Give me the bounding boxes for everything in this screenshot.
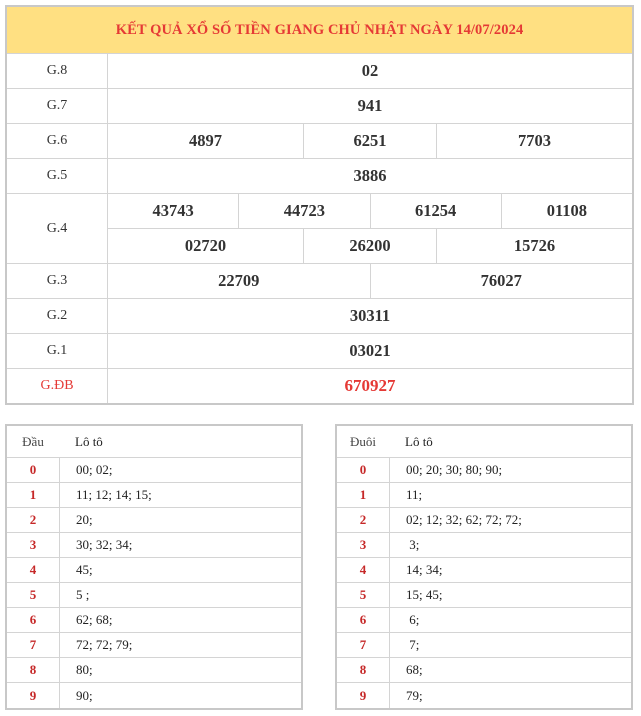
loto-key: 0: [359, 462, 367, 477]
loto-row: [7, 583, 301, 608]
loto-tail-header: [337, 426, 631, 458]
loto-key: 6: [29, 612, 37, 627]
col-loto-label: Lô tô: [75, 433, 103, 449]
loto-row: [337, 633, 631, 658]
loto-key: 4: [359, 562, 367, 577]
loto-row: [7, 608, 301, 633]
loto-key: 9: [29, 687, 37, 703]
loto-row: [7, 658, 301, 683]
loto-key: 7: [359, 637, 367, 652]
loto-row: [337, 608, 631, 633]
prize-row-g8: [7, 53, 632, 88]
loto-values: 72; 72; 79;: [59, 633, 301, 657]
loto-key: 2: [29, 512, 37, 527]
loto-row: [337, 583, 631, 608]
prize-label: G.4: [7, 194, 108, 263]
prize-number: 3886: [353, 166, 387, 185]
loto-key: 0: [29, 462, 37, 477]
loto-key: 8: [359, 662, 367, 677]
prize-row-g3: [7, 263, 632, 298]
loto-key: 1: [359, 487, 367, 502]
loto-key: 6: [359, 612, 367, 627]
prize-row-g6: [7, 123, 632, 158]
loto-values: 79;: [389, 683, 631, 708]
special-prize-number: 670927: [344, 376, 396, 395]
prize-row-g4: [7, 193, 632, 263]
prize-label: G.8: [7, 54, 108, 88]
results-table: [5, 5, 634, 405]
loto-key: 5: [359, 587, 367, 602]
loto-row: [337, 558, 631, 583]
prize-number: 43743: [152, 201, 194, 220]
prize-number: 01108: [501, 194, 632, 228]
loto-values: 02; 12; 32; 62; 72; 72;: [389, 508, 631, 532]
loto-values: 62; 68;: [59, 608, 301, 632]
loto-row: [337, 658, 631, 683]
prize-row-g1: [7, 333, 632, 368]
loto-values: 00; 20; 30; 80; 90;: [389, 458, 631, 482]
loto-key: 7: [29, 637, 37, 652]
results-title: KẾT QUẢ XỔ SỐ TIỀN GIANG CHỦ NHẬT NGÀY 14/07/2024: [7, 7, 632, 53]
loto-values: 5 ;: [59, 583, 301, 607]
prize-label: G.6: [7, 124, 108, 158]
prize-row-special: [7, 368, 632, 403]
prize-label: G.5: [7, 159, 108, 193]
loto-values: 30; 32; 34;: [59, 533, 301, 557]
prize-row-g2: [7, 298, 632, 333]
loto-row: [7, 683, 301, 708]
prize-number: 30311: [349, 306, 391, 325]
col-head-label: Đầu: [22, 433, 44, 449]
prize-number: 15726: [436, 229, 632, 263]
prize-number: 61254: [370, 194, 501, 228]
loto-values: 15; 45;: [389, 583, 631, 607]
loto-values: 11; 12; 14; 15;: [59, 483, 301, 507]
prize-number: 4897: [189, 131, 222, 150]
loto-values: 00; 02;: [59, 458, 301, 482]
loto-row: [7, 533, 301, 558]
loto-values: 6;: [389, 608, 631, 632]
loto-values: 14; 34;: [389, 558, 631, 582]
loto-values: 7;: [389, 633, 631, 657]
prize-label: G.7: [7, 89, 108, 123]
loto-key: 9: [359, 687, 367, 703]
loto-row: [337, 483, 631, 508]
prize-number: 7703: [436, 124, 632, 158]
col-loto-label: Lô tô: [405, 433, 433, 449]
loto-head-table: [5, 424, 303, 710]
loto-key: 5: [29, 587, 37, 602]
loto-key: 3: [359, 537, 367, 552]
prize-number: 44723: [238, 194, 369, 228]
prize-label: G.3: [7, 264, 108, 298]
loto-row: [337, 458, 631, 483]
prize-number: 76027: [370, 264, 633, 298]
loto-key: 3: [29, 537, 37, 552]
special-prize-label: G.ĐB: [7, 369, 108, 403]
loto-values: 68;: [389, 658, 631, 682]
loto-key: 4: [29, 562, 37, 577]
loto-row: [7, 558, 301, 583]
prize-number: 941: [357, 96, 383, 115]
loto-tail-table: [335, 424, 633, 710]
prize-row-g5: [7, 158, 632, 193]
prize-number: 02720: [184, 236, 227, 255]
prize-number: 6251: [303, 124, 436, 158]
loto-head-header: [7, 426, 301, 458]
prize-number: 22709: [218, 271, 260, 290]
loto-values: 11;: [389, 483, 631, 507]
loto-values: 20;: [59, 508, 301, 532]
loto-row: [337, 533, 631, 558]
loto-row: [337, 683, 631, 708]
prize-label: G.1: [7, 334, 108, 368]
loto-key: 1: [29, 487, 37, 502]
col-tail-label: Đuôi: [350, 433, 376, 449]
prize-number: 03021: [349, 341, 391, 360]
loto-row: [7, 483, 301, 508]
loto-key: 2: [359, 512, 367, 527]
prize-row-g7: [7, 88, 632, 123]
prize-number: 26200: [303, 229, 436, 263]
loto-values: 80;: [59, 658, 301, 682]
prize-number: 02: [361, 61, 379, 80]
loto-values: 90;: [59, 683, 301, 708]
loto-row: [7, 458, 301, 483]
loto-values: 3;: [389, 533, 631, 557]
prize-label: G.2: [7, 299, 108, 333]
loto-key: 8: [29, 662, 37, 677]
loto-row: [7, 633, 301, 658]
loto-row: [7, 508, 301, 533]
loto-row: [337, 508, 631, 533]
loto-values: 45;: [59, 558, 301, 582]
